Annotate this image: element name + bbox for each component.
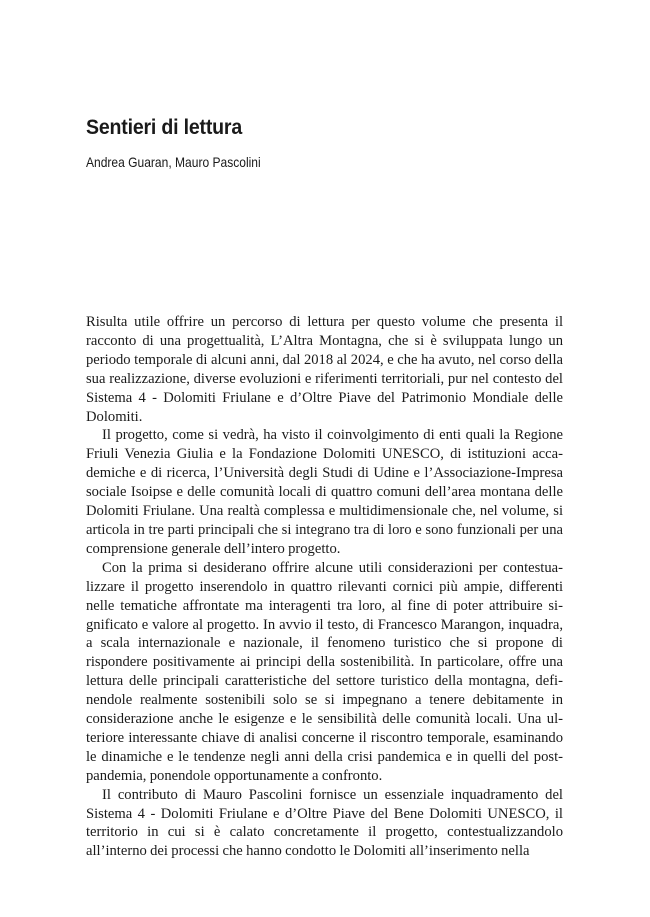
paragraph-first-part: Con la prima si desiderano offrire alcune utili considerazioni per contestualizzare il progetto inserendolo in quattro rilevanti cornici più ampie, differenti nelle tematiche affrontate ma interagenti tra loro, al fine di poter attribuire significato e valore al progetto. In avvio il testo, di Francesco Marangon, inquadra, a scala internazionale e nazionale, il fenomeno turistico che si propone di rispondere positivamente ai principi della sostenibilità. In particolare, offre una lettura delle principali caratteristiche del settore turistico della montagna, definendole realmente sostenibili solo se si impegnano a tenere debitamente in considerazione anche le esigenze e le sensibilità delle comunità locali. Una ulteriore interessante chiave di analisi concerne il riscontro temporale, esaminando le dinamiche e le tendenze negli anni della crisi pandemica e in quelli del post-pandemia, ponendole opportunamente a confronto. [86, 559, 563, 784]
page-title: Sentieri di lettura [86, 116, 243, 139]
paragraph-pascolini: Il contributo di Mauro Pascolini fornisce un essenziale inquadramento del Sistema 4 - Dolomiti Friulane e d’Oltre Piave del Bene Dolomiti UNESCO, il territorio in cui si è calato concretamente il progetto, contestualizzandolo all’interno dei processi che hanno condotto le Dolomiti all’inserimento nella [86, 786, 563, 860]
paragraph-intro: Risulta utile offrire un percorso di lettura per questo volume che presenta il racconto di una progettualità, L’Altra Montagna, che si è sviluppata lungo un periodo temporale di alcuni anni, dal 2018 al 2024, e che ha avuto, nel corso della sua realizzazione, diverse evoluzioni e riferimenti territoriali, pur nel contesto del Sistema 4 - Dolomiti Friulane e d’Oltre Piave del Patrimonio Mondiale delle Dolomiti. [86, 314, 563, 425]
body-text [86, 313, 563, 861]
paragraph-project: Il progetto, come si vedrà, ha visto il coinvolgimento di enti quali la Regione Friuli Venezia Giulia e la Fondazione Dolomiti UNESCO, di istituzioni accademiche e di ricerca, l’Università degli Studi di Udine e l’Associazione-Impresa sociale Isoipse e delle comunità locali di quattro comuni dell’area montana delle Dolomiti Friulane. Una realtà complessa e multidimensionale che, nel volume, si articola in tre parti principali che si integrano tra di loro e sono funzionali per una comprensione generale dell’intero progetto. [86, 427, 563, 557]
authors-line: Andrea Guaran, Mauro Pascolini [86, 154, 261, 170]
